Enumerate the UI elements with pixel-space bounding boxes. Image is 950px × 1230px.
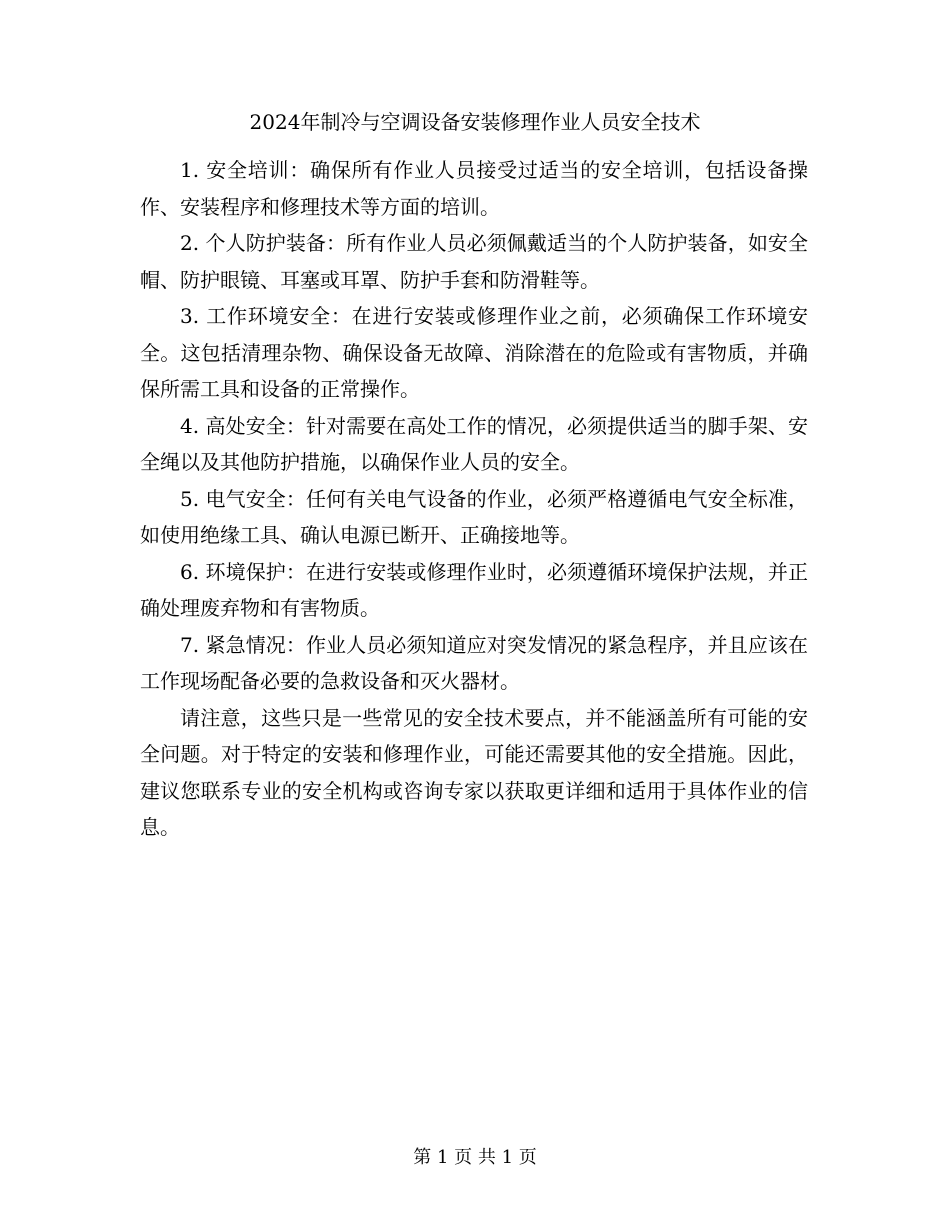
paragraph-personal-protective-equipment: 2. 个人防护装备：所有作业人员必须佩戴适当的个人防护装备，如安全帽、防护眼镜、耳塞或耳罩、防护手套和防滑鞋等。	[140, 231, 808, 292]
paragraph-note: 请注意，这些只是一些常见的安全技术要点，并不能涵盖所有可能的安全问题。对于特定的安装和修理作业，可能还需要其他的安全措施。因此，建议您联系专业的安全机构或咨询专家以获取更详细和适用于具体作业的信息。	[140, 705, 808, 839]
paragraph-working-at-height: 4. 高处安全：针对需要在高处工作的情况，必须提供适当的脚手架、安全绳以及其他防护措施，以确保作业人员的安全。	[140, 413, 808, 474]
document-body	[140, 152, 808, 846]
paragraph-environmental-protection: 6. 环境保护：在进行安装或修理作业时，必须遵循环境保护法规，并正确处理废弃物和有害物质。	[140, 559, 808, 620]
document-title: 2024年制冷与空调设备安装修理作业人员安全技术	[249, 110, 701, 134]
paragraph-emergency: 7. 紧急情况：作业人员必须知道应对突发情况的紧急程序，并且应该在工作现场配备必要的急救设备和灭火器材。	[140, 632, 808, 693]
paragraph-work-environment-safety: 3. 工作环境安全：在进行安装或修理作业之前，必须确保工作环境安全。这包括清理杂物、确保设备无故障、消除潜在的危险或有害物质，并确保所需工具和设备的正常操作。	[140, 304, 808, 401]
page-number-footer: 第 1 页 共 1 页	[413, 1147, 537, 1168]
paragraph-safety-training: 1. 安全培训：确保所有作业人员接受过适当的安全培训，包括设备操作、安装程序和修理技术等方面的培训。	[140, 158, 808, 219]
paragraph-electrical-safety: 5. 电气安全：任何有关电气设备的作业，必须严格遵循电气安全标准，如使用绝缘工具、确认电源已断开、正确接地等。	[140, 486, 808, 547]
